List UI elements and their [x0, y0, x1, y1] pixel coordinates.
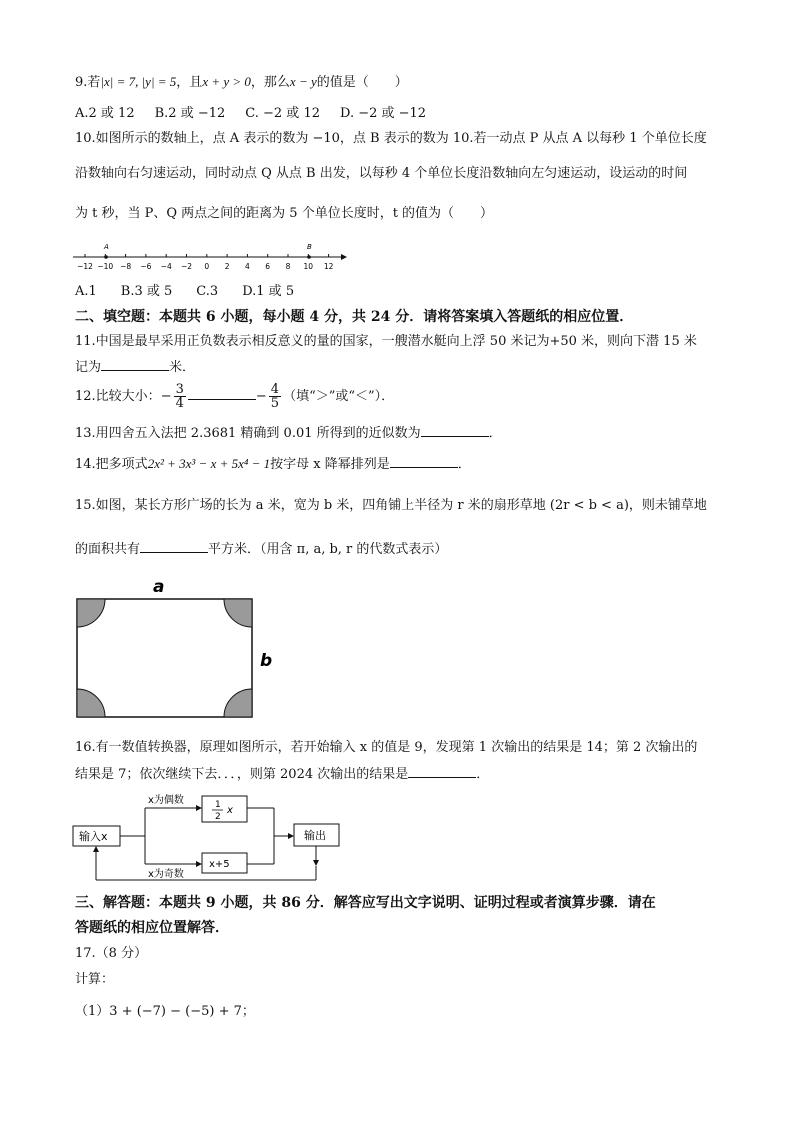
q13-answer-blank [421, 424, 489, 437]
loop-down-arrow [313, 860, 319, 866]
axis-tick-label: −4 [160, 262, 172, 271]
axis-tick-label: −2 [180, 262, 193, 271]
q12-answer-blank [188, 387, 256, 400]
section-2-title: 二、填空题：本题共 6 小题，每小题 4 分，共 24 分．请将答案填入答题纸的相应位置． [75, 309, 634, 325]
even-arrow [196, 805, 202, 811]
question-14 [75, 455, 471, 474]
point-a-dot [104, 255, 108, 259]
q10-option-d: D.1 或 5 [242, 284, 295, 299]
axis-tick-label: 8 [285, 262, 291, 271]
q12-label: 12.比较大小： [75, 389, 161, 404]
q12-frac-2-num: 4 [270, 382, 280, 397]
plus5-label: x+5 [209, 859, 230, 870]
axis-tick-label: −12 [77, 262, 93, 271]
flowchart [70, 790, 360, 882]
q15-answer-blank [140, 540, 208, 553]
even-label: x为偶数 [148, 795, 184, 806]
axis-tick-label: −10 [97, 262, 114, 271]
q15-line-2 [75, 540, 447, 559]
half-box [202, 796, 247, 822]
q14-answer-blank [390, 455, 458, 468]
q17-label: 17.（8 分） [75, 946, 148, 961]
half-num: 1 [215, 800, 221, 810]
q9-label: 9.若 [75, 75, 101, 90]
q12-tail: （填“＞”或“＜”）． [283, 389, 395, 404]
q12-fraction-1 [174, 383, 186, 410]
axis-arrow [341, 254, 347, 260]
rectangle-figure [70, 575, 280, 725]
q9-text-2: ，那么 [250, 75, 290, 90]
q16-line-1: 16.有一数值转换器，原理如图所示，若开始输入 x 的值是 9，发现第 1 次输出的结果是 14；第 2 次输出的 [75, 740, 698, 755]
q10-option-c: C.3 [196, 284, 219, 299]
axis-tick-label: 6 [265, 262, 271, 271]
output-arrow [288, 833, 294, 839]
q16-line-2 [75, 765, 489, 784]
q9-option-a: A.2 或 12 [75, 106, 135, 121]
q9-condition: |x| = 7, |y| = 5 [100, 74, 177, 89]
axis-tick-label: 10 [303, 262, 314, 271]
q12-minus-1: − [160, 389, 172, 404]
q11-answer-blank [101, 358, 169, 371]
q9-text: ，且 [176, 75, 203, 90]
axis-tick-label: 12 [323, 262, 334, 271]
number-line [73, 240, 348, 274]
q9-option-c: C. −2 或 12 [245, 106, 320, 121]
q12-frac-1-num: 3 [175, 382, 184, 397]
q9-option-d: D. −2 或 −12 [339, 106, 427, 121]
question-12 [75, 382, 394, 412]
q15-text-2: 平方米．（用含 π, a, b, r 的代数式表示） [208, 542, 448, 557]
q9-options [75, 105, 446, 123]
half-den: 2 [215, 812, 221, 822]
q12-frac-2-den: 5 [270, 396, 280, 411]
axis-tick-label: −8 [120, 262, 132, 271]
axis-tick-label: 2 [224, 262, 230, 271]
q9-option-b: B.2 或 −12 [154, 106, 226, 121]
point-b-label: B [307, 243, 312, 251]
q10-line-2: 沿数轴向右匀速运动，同时动点 Q 从点 B 出发，以每秒 4 个单位长度沿数轴向左匀速运动，设运动的时间 [75, 166, 688, 181]
q12-frac-1-den: 4 [175, 396, 184, 411]
q12-minus-2: − [255, 389, 267, 404]
q11-text: 记为 [75, 360, 102, 375]
q15-text: 的面积共有 [75, 542, 141, 557]
point-a-label: A [104, 243, 109, 251]
q14-tail: ． [457, 457, 471, 472]
odd-label: x为奇数 [148, 869, 184, 880]
q13-tail: ． [488, 426, 502, 441]
q16-answer-blank [408, 765, 476, 778]
q10-options [75, 283, 314, 301]
q13-text: 13.用四舍五入法把 2.3681 精确到 0.01 所得到的近似数为 [75, 426, 421, 441]
label-a: a [153, 577, 165, 597]
axis-tick-label: 4 [245, 262, 250, 271]
q9-expression: x − y [289, 74, 317, 89]
q17-intro: 计算： [75, 972, 115, 987]
question-9 [75, 73, 408, 92]
q14-text: 14.把多项式 [75, 457, 148, 472]
output-label: 输出 [304, 829, 326, 842]
q11-line-1: 11.中国是最早采用正负数表示相反意义的量的国家，一艘潜水艇向上浮 50 米记为+50 米，则向下潜 15 米 [75, 334, 697, 349]
axis-tick-label: −6 [140, 262, 152, 271]
q10-line-1: 10.如图所示的数轴上，点 A 表示的数为 −10，点 B 表示的数为 10.若一动点 P 从点 A 以每秒 1 个单位长度 [75, 131, 707, 146]
q10-line-3: 为 t 秒，当 P、Q 两点之间的距离为 5 个单位长度时，t 的值为（ ） [75, 206, 494, 221]
odd-arrow [196, 861, 202, 867]
q12-fraction-2 [269, 383, 281, 410]
axis-tick-label: 0 [204, 262, 210, 271]
plaza-rectangle [77, 599, 252, 717]
section-3-title-line-2: 答题纸的相应位置解答． [75, 920, 229, 936]
q9-tail: 的值是（ ） [316, 75, 408, 90]
q10-option-a: A.1 [75, 284, 97, 299]
question-13 [75, 424, 502, 443]
half-var: x [227, 805, 233, 816]
point-b-dot [307, 255, 311, 259]
q11-line-2 [75, 358, 195, 377]
q11-text-2: 米． [169, 360, 196, 375]
q15-line-1: 15.如图，某长方形广场的长为 a 米，宽为 b 米，四角铺上半径为 r 米的扇形草地 (2r < b < a)，则未铺草地 [75, 498, 707, 513]
label-b: b [260, 651, 273, 671]
q14-polynomial: 2x² + 3x³ − x + 5x⁴ − 1 [147, 456, 271, 471]
q17-part-1: （1）3 + (−7) − (−5) + 7； [75, 1004, 255, 1019]
q16-tail: ． [476, 767, 490, 782]
q14-text-2: 按字母 x 降幂排列是 [270, 457, 390, 472]
q9-condition-2: x + y > 0 [202, 74, 251, 89]
input-label: 输入x [79, 830, 108, 843]
section-3-title-line-1: 三、解答题：本题共 9 小题，共 86 分．解答应写出文字说明、证明过程或者演算步骤．请在 [75, 895, 656, 911]
q16-text: 结果是 7；依次继续下去．．．，则第 2024 次输出的结果是 [75, 767, 409, 782]
q10-option-b: B.3 或 5 [120, 284, 173, 299]
loop-up-arrow [93, 846, 99, 852]
